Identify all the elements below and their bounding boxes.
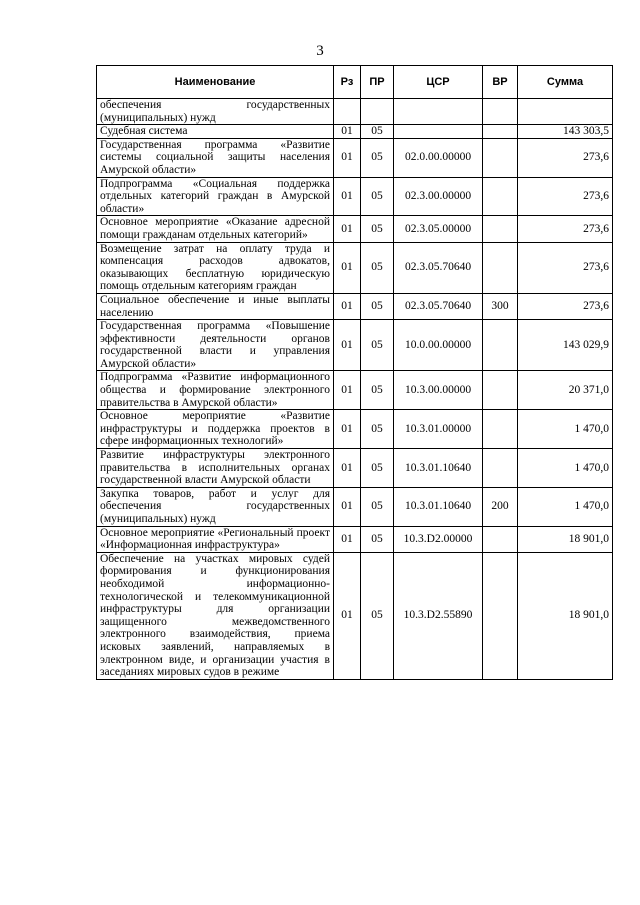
cell-sum: 1 470,0 bbox=[518, 410, 613, 449]
cell-csr: 10.3.D2.55890 bbox=[394, 552, 483, 679]
cell-rz: 01 bbox=[334, 177, 361, 216]
cell-vr bbox=[483, 449, 518, 488]
cell-vr: 300 bbox=[483, 293, 518, 319]
cell-name: Закупка товаров, работ и услуг для обеспечения государственных (муниципальных) нужд bbox=[97, 487, 334, 526]
cell-csr: 10.3.01.10640 bbox=[394, 487, 483, 526]
cell-vr bbox=[483, 138, 518, 177]
cell-rz: 01 bbox=[334, 293, 361, 319]
cell-vr bbox=[483, 99, 518, 125]
cell-pr: 05 bbox=[361, 177, 394, 216]
header-csr: ЦСР bbox=[394, 66, 483, 99]
table-row bbox=[97, 449, 613, 488]
cell-vr bbox=[483, 320, 518, 371]
cell-rz: 01 bbox=[334, 552, 361, 679]
cell-csr bbox=[394, 125, 483, 139]
cell-pr: 05 bbox=[361, 138, 394, 177]
cell-rz: 01 bbox=[334, 138, 361, 177]
cell-sum: 273,6 bbox=[518, 216, 613, 242]
cell-csr: 10.3.01.00000 bbox=[394, 410, 483, 449]
cell-rz: 01 bbox=[334, 449, 361, 488]
cell-name: Развитие инфраструктуры электронного правительства в исполнительных органах государственной власти Амурской области bbox=[97, 449, 334, 488]
cell-name: обеспечения государственных (муниципальных) нужд bbox=[97, 99, 334, 125]
cell-vr bbox=[483, 242, 518, 293]
cell-vr bbox=[483, 526, 518, 552]
cell-rz: 01 bbox=[334, 242, 361, 293]
cell-name: Основное мероприятие «Развитие инфраструктуры и поддержка проектов в сфере информационных технологий» bbox=[97, 410, 334, 449]
cell-pr: 05 bbox=[361, 125, 394, 139]
cell-rz: 01 bbox=[334, 487, 361, 526]
cell-vr bbox=[483, 410, 518, 449]
table-row bbox=[97, 125, 613, 139]
table-row bbox=[97, 293, 613, 319]
table-row bbox=[97, 371, 613, 410]
cell-sum: 1 470,0 bbox=[518, 449, 613, 488]
cell-csr: 10.3.D2.00000 bbox=[394, 526, 483, 552]
cell-name: Государственная программа «Повышение эффективности деятельности органов государственной власти и управления Амурской области» bbox=[97, 320, 334, 371]
table-row bbox=[97, 320, 613, 371]
cell-name: Основное мероприятие «Региональный проект «Информационная инфраструктура» bbox=[97, 526, 334, 552]
cell-csr: 10.3.01.10640 bbox=[394, 449, 483, 488]
cell-name: Основное мероприятие «Оказание адресной помощи гражданам отдельных категорий» bbox=[97, 216, 334, 242]
cell-csr: 10.3.00.00000 bbox=[394, 371, 483, 410]
cell-name: Возмещение затрат на оплату труда и компенсация расходов адвокатов, оказывающих бесплатную юридическую помощь отдельным категориям граждан bbox=[97, 242, 334, 293]
cell-pr: 05 bbox=[361, 242, 394, 293]
cell-sum: 273,6 bbox=[518, 293, 613, 319]
table-row bbox=[97, 410, 613, 449]
cell-vr bbox=[483, 216, 518, 242]
cell-pr: 05 bbox=[361, 487, 394, 526]
table-row bbox=[97, 487, 613, 526]
cell-pr: 05 bbox=[361, 320, 394, 371]
cell-rz bbox=[334, 99, 361, 125]
header-rz: Рз bbox=[334, 66, 361, 99]
cell-csr bbox=[394, 99, 483, 125]
budget-table bbox=[96, 65, 613, 680]
cell-name: Судебная система bbox=[97, 125, 334, 139]
header-name: Наименование bbox=[97, 66, 334, 99]
cell-sum: 18 901,0 bbox=[518, 526, 613, 552]
cell-sum: 273,6 bbox=[518, 242, 613, 293]
cell-sum: 273,6 bbox=[518, 177, 613, 216]
header-sum: Сумма bbox=[518, 66, 613, 99]
cell-pr bbox=[361, 99, 394, 125]
cell-pr: 05 bbox=[361, 293, 394, 319]
cell-rz: 01 bbox=[334, 320, 361, 371]
cell-sum: 143 029,9 bbox=[518, 320, 613, 371]
cell-vr bbox=[483, 552, 518, 679]
cell-csr: 02.3.00.00000 bbox=[394, 177, 483, 216]
table-row bbox=[97, 216, 613, 242]
cell-vr bbox=[483, 371, 518, 410]
table-row bbox=[97, 177, 613, 216]
table-header-row bbox=[97, 66, 613, 99]
cell-name: Социальное обеспечение и иные выплаты населению bbox=[97, 293, 334, 319]
table-row bbox=[97, 552, 613, 679]
table-row bbox=[97, 526, 613, 552]
cell-pr: 05 bbox=[361, 216, 394, 242]
cell-csr: 10.0.00.00000 bbox=[394, 320, 483, 371]
cell-csr: 02.0.00.00000 bbox=[394, 138, 483, 177]
cell-pr: 05 bbox=[361, 371, 394, 410]
cell-rz: 01 bbox=[334, 371, 361, 410]
table-row bbox=[97, 99, 613, 125]
cell-vr bbox=[483, 125, 518, 139]
cell-sum: 20 371,0 bbox=[518, 371, 613, 410]
cell-sum bbox=[518, 99, 613, 125]
cell-sum: 18 901,0 bbox=[518, 552, 613, 679]
cell-rz: 01 bbox=[334, 125, 361, 139]
cell-rz: 01 bbox=[334, 216, 361, 242]
table-row bbox=[97, 242, 613, 293]
cell-sum: 1 470,0 bbox=[518, 487, 613, 526]
table-row bbox=[97, 138, 613, 177]
header-vr: ВР bbox=[483, 66, 518, 99]
header-pr: ПР bbox=[361, 66, 394, 99]
cell-csr: 02.3.05.70640 bbox=[394, 293, 483, 319]
cell-csr: 02.3.05.70640 bbox=[394, 242, 483, 293]
cell-pr: 05 bbox=[361, 410, 394, 449]
cell-pr: 05 bbox=[361, 526, 394, 552]
cell-vr: 200 bbox=[483, 487, 518, 526]
cell-rz: 01 bbox=[334, 410, 361, 449]
cell-sum: 273,6 bbox=[518, 138, 613, 177]
cell-name: Государственная программа «Развитие системы социальной защиты населения Амурской области» bbox=[97, 138, 334, 177]
cell-name: Обеспечение на участках мировых судей формирования и функционирования необходимой информационно-технологической и телекоммуникационной инфраструктуры для организации защищенного межведомственного электронного взаимодействия, приема исковых заявлений, направляемых в электронном виде, и организации участия в заседаниях мировых судов в режиме bbox=[97, 552, 334, 679]
cell-sum: 143 303,5 bbox=[518, 125, 613, 139]
cell-pr: 05 bbox=[361, 552, 394, 679]
cell-pr: 05 bbox=[361, 449, 394, 488]
cell-name: Подпрограмма «Развитие информационного общества и формирование электронного правительства в Амурской области» bbox=[97, 371, 334, 410]
cell-rz: 01 bbox=[334, 526, 361, 552]
cell-name: Подпрограмма «Социальная поддержка отдельных категорий граждан в Амурской области» bbox=[97, 177, 334, 216]
page-number: 3 bbox=[316, 43, 324, 59]
cell-vr bbox=[483, 177, 518, 216]
cell-csr: 02.3.05.00000 bbox=[394, 216, 483, 242]
